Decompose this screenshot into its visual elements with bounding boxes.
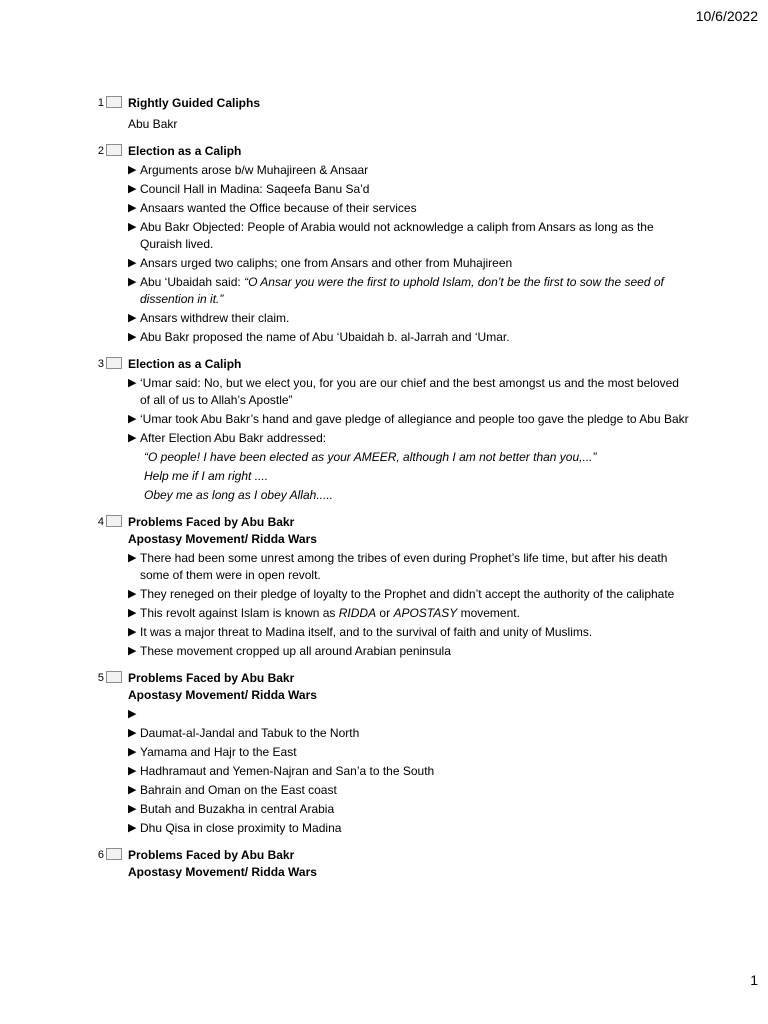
bullet-arrow-icon: ▶ xyxy=(128,645,137,657)
bullet-item-ridda: ▶ This revolt against Islam is known as RIDDA or APOSTASY movement. xyxy=(128,606,520,620)
bullet-item: ▶ Ansaars wanted the Office because of their services xyxy=(128,201,417,215)
slide-2 xyxy=(90,143,690,346)
bullet-arrow-icon: ▶ xyxy=(128,552,137,564)
bullet-arrow-icon: ▶ xyxy=(128,708,137,720)
bullet-arrow-icon: ▶ xyxy=(128,765,137,777)
slide-6 xyxy=(90,847,690,881)
bullet-item: ▶ ‘Umar said: No, but we elect you, for you are our chief and the best amongst us and the most beloved of all of us to Allah’s Apostle” xyxy=(128,376,679,407)
bullet-arrow-icon: ▶ xyxy=(128,432,137,444)
bullet-item: ▶ After Election Abu Bakr addressed: xyxy=(128,431,327,445)
bullet-item: ▶ There had been some unrest among the tribes of even during Prophet’s life time, but after his death some of them were in open revolt. xyxy=(128,551,668,582)
slide-number: 6 xyxy=(97,849,104,861)
bullet-item: ▶ Council Hall in Madina: Saqeefa Banu Sa’d xyxy=(128,182,370,196)
slide-thumbnail-icon xyxy=(106,848,122,860)
bullet-list xyxy=(128,162,690,346)
slide-thumbnail-icon xyxy=(106,671,122,683)
slide-thumbnail-icon xyxy=(106,144,122,156)
slide-thumbnail-icon xyxy=(106,357,122,369)
bullet-list xyxy=(128,706,690,837)
bullet-arrow-icon: ▶ xyxy=(128,202,137,214)
bullet-arrow-icon: ▶ xyxy=(128,221,137,233)
slide-thumbnail-icon xyxy=(106,96,122,108)
slide-number: 4 xyxy=(97,516,104,528)
bullet-arrow-icon: ▶ xyxy=(128,588,137,600)
bullet-item: ▶ Ansars withdrew their claim. xyxy=(128,311,290,325)
slide-title: Election as a Caliph xyxy=(128,144,242,158)
bullet-item: ▶ Butah and Buzakha in central Arabia xyxy=(128,802,335,816)
bullet-item: ▶ Daumat-al-Jandal and Tabuk to the North xyxy=(128,726,360,740)
slide-title: Election as a Caliph xyxy=(128,357,242,371)
quote-line: Obey me as long as I obey Allah..... xyxy=(144,488,333,502)
slide-4 xyxy=(90,514,690,660)
bullet-arrow-icon: ▶ xyxy=(128,746,137,758)
bullet-item: ▶ It was a major threat to Madina itself, and to the survival of faith and unity of Muslims. xyxy=(128,625,593,639)
slide-title: Problems Faced by Abu Bakr xyxy=(128,848,295,862)
bullet-item: ▶ Yamama and Hajr to the East xyxy=(128,745,297,759)
bullet-arrow-icon: ▶ xyxy=(128,607,137,619)
bullet-arrow-icon: ▶ xyxy=(128,377,137,389)
bullet-item: ▶ Abu Bakr Objected: People of Arabia would not acknowledge a caliph from Ansars as long as the Quraish lived. xyxy=(128,220,654,251)
ridda-term: RIDDA xyxy=(338,606,377,620)
bullet-list xyxy=(128,375,690,447)
bullet-item-empty xyxy=(128,706,690,723)
quote-line: “O people! I have been elected as your AMEER, although I am not better than you,...” xyxy=(144,450,597,464)
slide-1 xyxy=(90,95,690,133)
apostasy-term: APOSTASY xyxy=(393,606,458,620)
print-date: 10/6/2022 xyxy=(695,8,758,24)
bullet-item: ▶ These movement cropped up all around Arabian peninsula xyxy=(128,644,451,658)
quote-text: “O Ansar you were the first to uphold Islam, don’t be the first to sow the seed of dissention in it.” xyxy=(140,275,664,306)
slide-number: 1 xyxy=(97,97,104,109)
slide-number: 2 xyxy=(97,145,104,157)
bullet-item: ▶ Ansars urged two caliphs; one from Ansars and other from Muhajireen xyxy=(128,256,513,270)
slide-subtitle: Abu Bakr xyxy=(128,117,178,131)
bullet-arrow-icon: ▶ xyxy=(128,164,137,176)
slide-title: Problems Faced by Abu Bakr xyxy=(128,671,295,685)
bullet-item: ▶ ‘Umar took Abu Bakr’s hand and gave pledge of allegiance and people too gave the pledge to Abu Bakr xyxy=(128,412,689,426)
bullet-arrow-icon: ▶ xyxy=(128,784,137,796)
bullet-arrow-icon: ▶ xyxy=(128,626,137,638)
slide-3 xyxy=(90,356,690,504)
bullet-item: ▶ They reneged on their pledge of loyalty to the Prophet and didn’t accept the authority of the caliphate xyxy=(128,587,675,601)
quote-line: Help me if I am right .... xyxy=(144,469,269,483)
slide-title-line-2: Apostasy Movement/ Ridda Wars xyxy=(128,532,317,546)
bullet-item: ▶ Arguments arose b/w Muhajireen & Ansaar xyxy=(128,163,369,177)
slide-title-line-2: Apostasy Movement/ Ridda Wars xyxy=(128,865,317,879)
bullet-arrow-icon: ▶ xyxy=(128,312,137,324)
bullet-arrow-icon: ▶ xyxy=(128,183,137,195)
bullet-arrow-icon: ▶ xyxy=(128,331,137,343)
slide-title: Problems Faced by Abu Bakr xyxy=(128,515,295,529)
slide-5 xyxy=(90,670,690,837)
address-quote xyxy=(128,449,690,504)
slide-title-line-2: Apostasy Movement/ Ridda Wars xyxy=(128,688,317,702)
slide-outline xyxy=(90,95,690,891)
bullet-arrow-icon: ▶ xyxy=(128,822,137,834)
bullet-arrow-icon: ▶ xyxy=(128,413,137,425)
bullet-item: ▶ Abu Bakr proposed the name of Abu ‘Ubaidah b. al-Jarrah and ‘Umar. xyxy=(128,330,510,344)
bullet-item-quote: ▶ Abu ‘Ubaidah said: “O Ansar you were the first to uphold Islam, don’t be the first to sow the seed of dissention in it.” xyxy=(128,275,664,306)
slide-title: Rightly Guided Caliphs xyxy=(128,96,261,110)
bullet-arrow-icon: ▶ xyxy=(128,727,137,739)
slide-number: 3 xyxy=(97,358,104,370)
slide-number: 5 xyxy=(97,672,104,684)
bullet-item: ▶ Bahrain and Oman on the East coast xyxy=(128,783,337,797)
bullet-arrow-icon: ▶ xyxy=(128,803,137,815)
bullet-item: ▶ Dhu Qisa in close proximity to Madina xyxy=(128,821,342,835)
page-number: 1 xyxy=(750,972,758,988)
bullet-arrow-icon: ▶ xyxy=(128,257,137,269)
bullet-arrow-icon: ▶ xyxy=(128,276,137,288)
bullet-list xyxy=(128,550,690,660)
bullet-item: ▶ Hadhramaut and Yemen-Najran and San’a to the South xyxy=(128,764,435,778)
slide-thumbnail-icon xyxy=(106,515,122,527)
